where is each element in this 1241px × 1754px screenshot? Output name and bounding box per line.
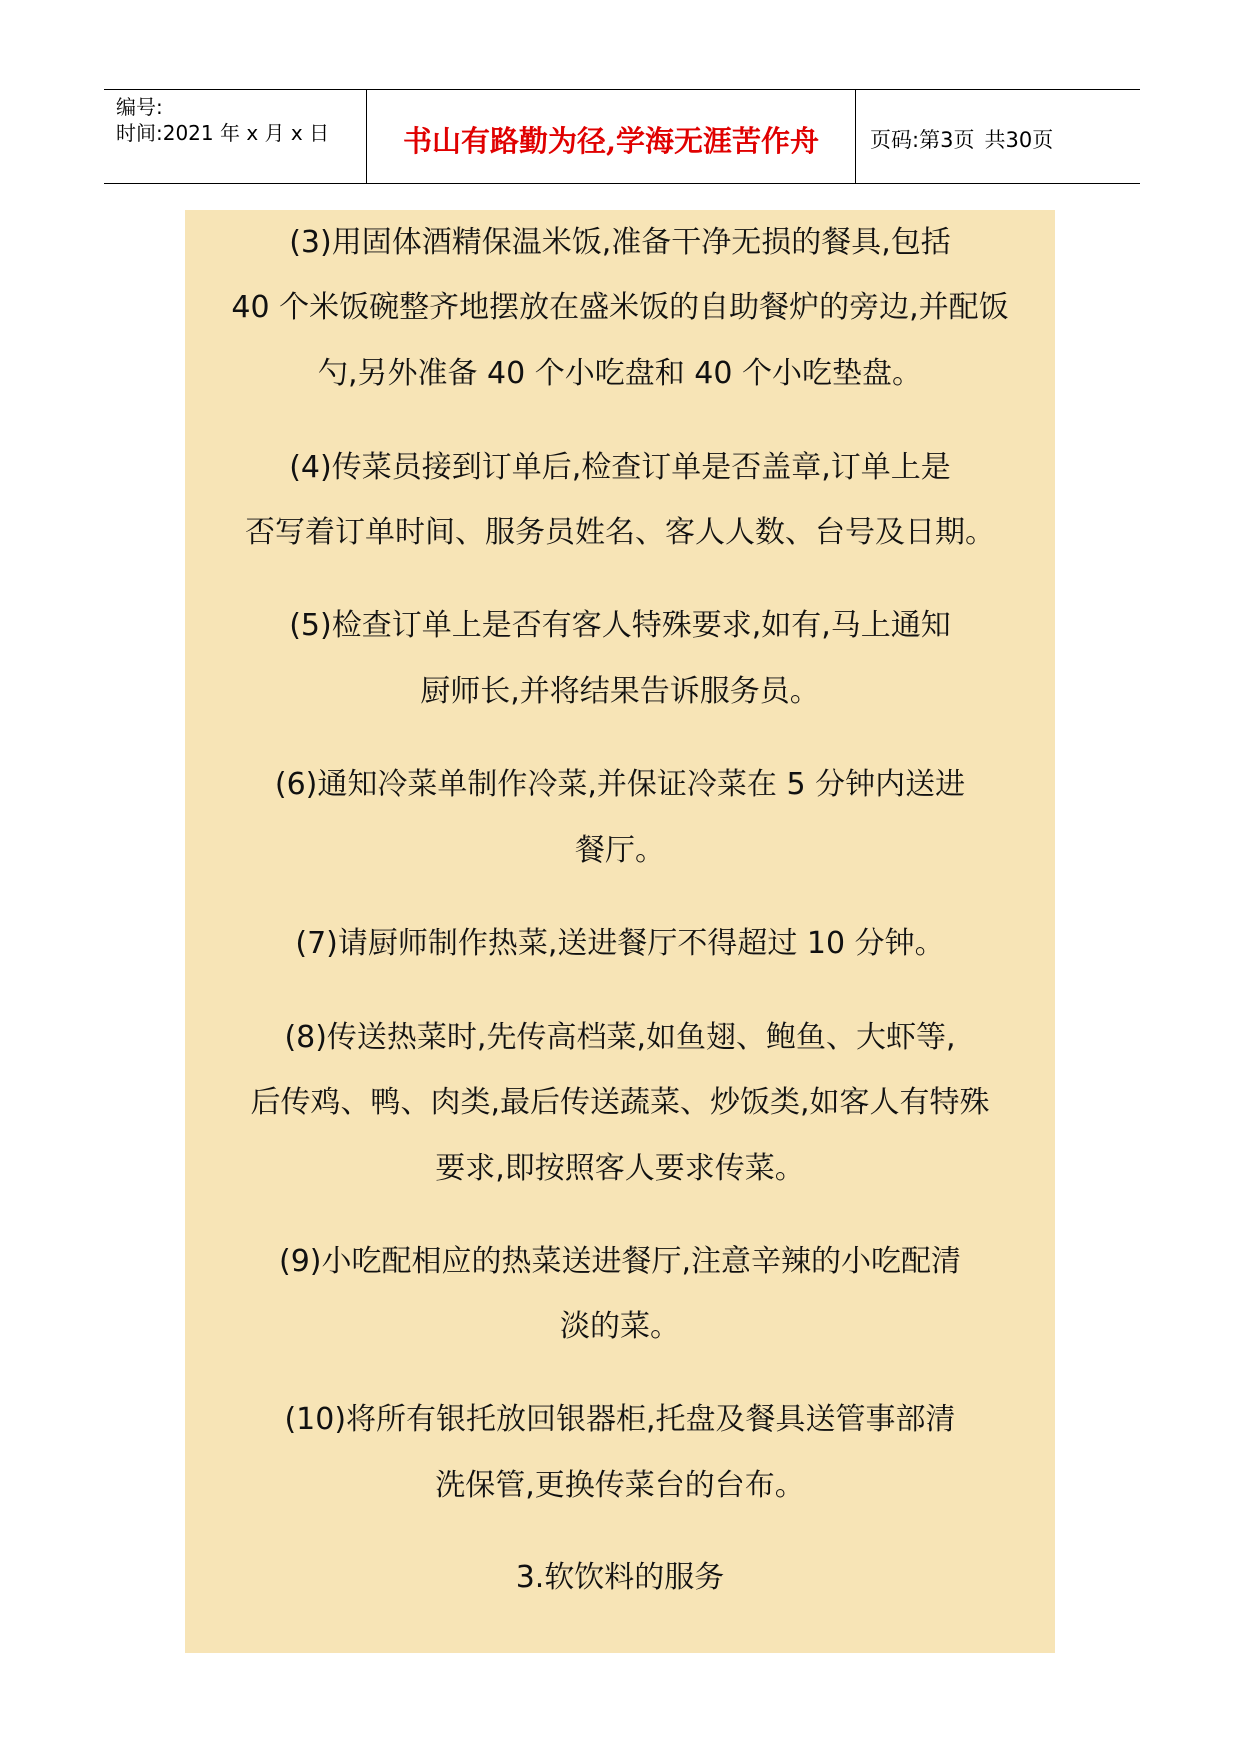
page-indicator (870, 124, 1053, 154)
body-line: (9)小吃配相应的热菜送进餐厅,注意辛辣的小吃配清 (278, 1244, 962, 1279)
body-line: 否写着订单时间、服务员姓名、客人人数、台号及日期。 (245, 515, 995, 550)
body-line: (3)用固体酒精保温米饭,准备干净无损的餐具,包括 (289, 225, 951, 260)
page-number: 3 (940, 128, 954, 152)
body-line: 洗保管,更换传菜台的台布。 (435, 1468, 805, 1503)
body-line: 后传鸡、鸭、肉类,最后传送蔬菜、炒饭类,如客人有特殊 (250, 1085, 990, 1120)
body-line: 厨师长,并将结果告诉服务员。 (420, 674, 820, 709)
header-meta (116, 94, 329, 146)
section-heading: 3.软饮料的服务 (515, 1560, 725, 1595)
header-divider-left (366, 90, 367, 183)
body-line: 要求,即按照客人要求传菜。 (435, 1151, 805, 1186)
body-line: (8)传送热菜时,先传高档菜,如鱼翅、鲍鱼、大虾等, (284, 1020, 956, 1055)
body-line: (5)检查订单上是否有客人特殊要求,如有,马上通知 (289, 608, 951, 643)
body-line: (6)通知冷菜单制作冷菜,并保证冷菜在 5 分钟内送进 (274, 767, 966, 802)
body-line: (4)传菜员接到订单后,检查订单是否盖章,订单上是 (289, 450, 951, 485)
document-body (185, 210, 1055, 1653)
body-line: 勺,另外准备 40 个小吃盘和 40 个小吃垫盘。 (317, 356, 923, 391)
header-divider-right (855, 90, 856, 183)
time-label: 时间:2021 年 x 月 x 日 (116, 121, 330, 145)
body-line: 淡的菜。 (560, 1309, 680, 1344)
page-total: 30 (1005, 128, 1033, 152)
body-line: 餐厅。 (575, 833, 665, 868)
header-motto: 书山有路勤为径,学海无涯苦作舟 (402, 124, 820, 158)
page-prefix: 页码:第 (870, 128, 941, 152)
page-total-prefix: 共 (984, 128, 1006, 152)
page-suffix: 页 (1032, 128, 1054, 152)
body-line: 40 个米饭碗整齐地摆放在盛米饭的自助餐炉的旁边,并配饭 (231, 290, 1009, 325)
serial-label: 编号: (116, 95, 163, 119)
body-line: (10)将所有银托放回银器柜,托盘及餐具送管事部清 (284, 1402, 956, 1437)
body-line: (7)请厨师制作热菜,送进餐厅不得超过 10 分钟。 (295, 926, 945, 961)
page-header (104, 89, 1140, 184)
page-mid: 页 (953, 128, 975, 152)
